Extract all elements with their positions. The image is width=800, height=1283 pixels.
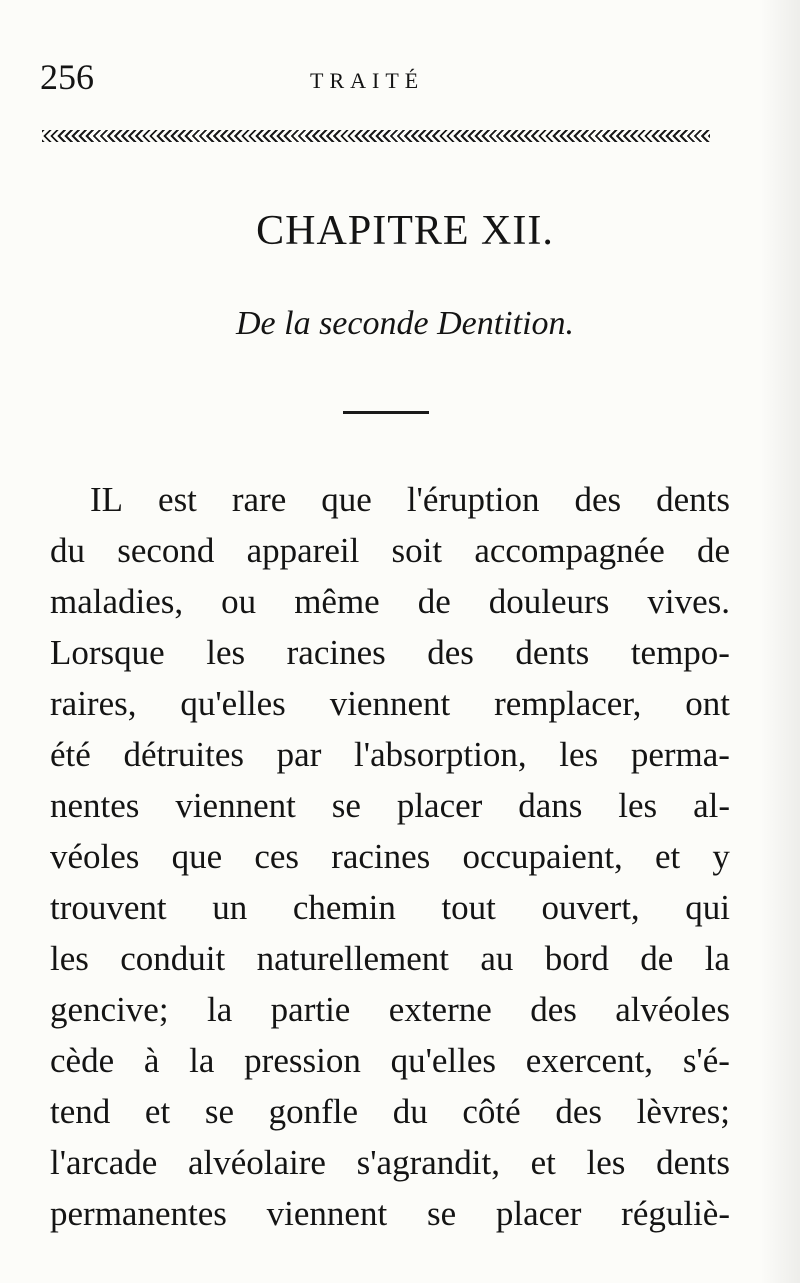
word: du	[392, 1092, 428, 1131]
word: de	[696, 531, 730, 570]
word: maladies,	[50, 582, 184, 621]
word: dans	[518, 786, 583, 825]
text-line	[50, 525, 730, 576]
word: naturellement	[256, 939, 450, 978]
word: et	[530, 1143, 556, 1182]
word: y	[712, 837, 730, 876]
word: l'éruption	[406, 480, 540, 519]
running-title: TRAITÉ	[310, 68, 425, 93]
word: exercent,	[525, 1041, 654, 1080]
word: été	[50, 735, 91, 774]
word: alvéoles	[615, 990, 730, 1029]
word: second	[117, 531, 215, 570]
text-line	[50, 933, 730, 984]
word: dents	[515, 633, 590, 672]
word: placer	[396, 786, 483, 825]
word: est	[158, 480, 197, 519]
word: détruites	[123, 735, 244, 774]
word: trouvent	[50, 888, 167, 927]
word: la	[189, 1041, 215, 1080]
word: de	[640, 939, 674, 978]
word: al-	[693, 786, 730, 825]
section-divider	[343, 411, 429, 414]
word: véoles	[50, 837, 140, 876]
word: dents	[656, 480, 730, 519]
word: gencive;	[50, 990, 169, 1029]
word: la	[704, 939, 730, 978]
word: dents	[656, 1143, 730, 1182]
word: raires,	[50, 684, 137, 723]
word: vives.	[647, 582, 730, 621]
word: ont	[685, 684, 730, 723]
word: conduit	[120, 939, 226, 978]
word: l'arcade	[50, 1143, 158, 1182]
word: des	[427, 633, 474, 672]
text-line	[50, 474, 730, 525]
word: tout	[441, 888, 496, 927]
word: la	[206, 990, 233, 1029]
word: les	[618, 786, 658, 825]
word: alvéolaire	[187, 1143, 326, 1182]
word: tempo-	[630, 633, 730, 672]
word: partie	[270, 990, 351, 1029]
word: externe	[388, 990, 492, 1029]
page-edge-shadow	[760, 0, 800, 1283]
word: réguliè-	[621, 1194, 730, 1233]
word: qui	[685, 888, 730, 927]
word: douleurs	[488, 582, 610, 621]
word: ces	[254, 837, 300, 876]
word: au	[480, 939, 514, 978]
word: remplacer,	[494, 684, 642, 723]
word: tend	[50, 1092, 111, 1131]
word: placer	[495, 1194, 582, 1233]
text-line	[50, 1086, 730, 1137]
word: se	[204, 1092, 234, 1131]
word: bord	[544, 939, 609, 978]
word: de	[417, 582, 451, 621]
word: les	[586, 1143, 626, 1182]
text-line	[50, 729, 730, 780]
word: du	[50, 531, 85, 570]
text-line	[50, 1137, 730, 1188]
word: les	[559, 735, 599, 774]
word: occupaient,	[462, 837, 623, 876]
word: qu'elles	[390, 1041, 497, 1080]
word: permanentes	[50, 1194, 227, 1233]
chapter-title: CHAPITRE XII.	[256, 208, 554, 254]
text-line	[50, 576, 730, 627]
word: des	[574, 480, 622, 519]
word: un	[212, 888, 248, 927]
word: pression	[244, 1041, 361, 1080]
word: et	[144, 1092, 171, 1131]
word: s'agrandit,	[356, 1143, 500, 1182]
word: Lorsque	[50, 633, 165, 672]
text-line	[50, 678, 730, 729]
page-number: 256	[40, 57, 94, 97]
word: se	[426, 1194, 457, 1233]
word: viennent	[175, 786, 296, 825]
word: que	[321, 480, 372, 519]
word: à	[143, 1041, 160, 1080]
text-line	[50, 780, 730, 831]
text-line	[50, 831, 730, 882]
word: appareil	[246, 531, 360, 570]
word: viennent	[329, 684, 451, 723]
word: côté	[462, 1092, 521, 1131]
word: s'é-	[682, 1041, 730, 1080]
word: lèvres;	[636, 1092, 730, 1131]
text-line	[50, 984, 730, 1035]
word: des	[555, 1092, 602, 1131]
word: nentes	[50, 786, 140, 825]
word: les	[206, 633, 246, 672]
word: viennent	[266, 1194, 388, 1233]
word: racines	[286, 633, 386, 672]
running-head	[40, 55, 720, 105]
word: par	[276, 735, 322, 774]
text-line	[50, 627, 730, 678]
word: perma-	[630, 735, 730, 774]
text-line	[50, 1188, 730, 1239]
word: les	[50, 939, 89, 978]
word: que	[171, 837, 223, 876]
word: et	[654, 837, 681, 876]
body-paragraph	[50, 474, 730, 1239]
word: ou	[221, 582, 257, 621]
word: gonfle	[268, 1092, 359, 1131]
word: soit	[391, 531, 443, 570]
word: chemin	[292, 888, 396, 927]
word: qu'elles	[180, 684, 286, 723]
word: racines	[331, 837, 431, 876]
word: ouvert,	[541, 888, 640, 927]
word: même	[294, 582, 380, 621]
text-line	[50, 882, 730, 933]
word: rare	[231, 480, 287, 519]
chapter-subtitle: De la seconde Dentition.	[235, 305, 575, 342]
word: se	[331, 786, 361, 825]
word: cède	[50, 1041, 115, 1080]
text-line	[50, 1035, 730, 1086]
word: l'absorption,	[354, 735, 527, 774]
word: des	[530, 990, 577, 1029]
word: IL	[90, 480, 124, 519]
word: accompagnée	[474, 531, 665, 570]
ornamental-rule	[42, 130, 710, 142]
